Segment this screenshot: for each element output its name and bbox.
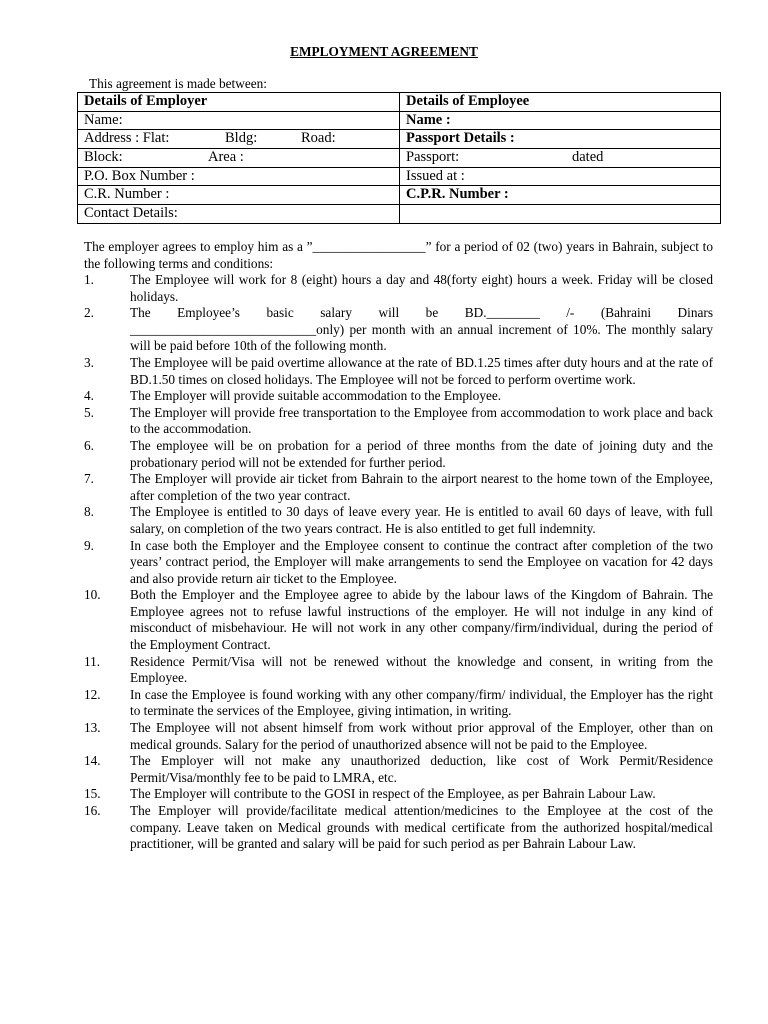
list-item — [84, 355, 713, 388]
document-title: EMPLOYMENT AGREEMENT — [290, 44, 478, 59]
parties-details-table — [77, 92, 721, 224]
passport-label: Passport: — [406, 149, 460, 166]
area-label: Area : — [208, 149, 244, 166]
employee-cpr-number-field: C.P.R. Number : — [400, 186, 721, 205]
list-item — [84, 388, 713, 405]
road-label: Road: — [301, 130, 336, 147]
term-number: 14. — [84, 753, 101, 769]
employer-contact-details-field: Contact Details: — [78, 205, 400, 224]
employee-name-field: Name : — [400, 111, 721, 130]
term-number: 2. — [84, 305, 94, 321]
employer-header: Details of Employer — [78, 93, 400, 112]
list-item — [84, 687, 713, 720]
table-row — [78, 93, 721, 112]
list-item — [84, 504, 713, 537]
term-text: The Employer will provide air ticket from Bahrain to the airport nearest to the home town of the Employee, after completion of the two year contract. — [130, 471, 713, 503]
term-text: The Employee will be paid overtime allowance at the rate of BD.1.25 times after duty hours and at the rate of BD.1.50 times on closed holidays. The Employee will not be forced to perform overtime work. — [130, 354, 713, 387]
term-number: 16. — [84, 803, 101, 818]
list-item — [84, 272, 713, 305]
terms-list — [84, 272, 713, 853]
employer-name-field: Name: — [78, 111, 400, 130]
employee-passport-details-field: Passport Details : — [400, 130, 721, 149]
employer-block-area-field — [78, 149, 400, 168]
term-text: In case both the Employer and the Employee consent to continue the contract after completion of the two years’ contract period, the Employer will make arrangements to send the Employee on vacation for 42 days and also provide return air ticket to the Employee. — [130, 537, 713, 586]
term-text: Residence Permit/Visa will not be renewed without the knowledge and consent, in writing from the Employee. — [130, 653, 713, 686]
address-flat-label: Address : Flat: — [84, 130, 170, 147]
term-text: The Employer will provide/facilitate medical attention/medicines to the Employee at the cost of the company. Leave taken on Medical grounds with medical certificate from the authorized hospital/medical practitioner, will be granted and salary will be paid for such period as per Bahrain Labour Law. — [130, 803, 713, 852]
list-item — [84, 803, 713, 853]
term-number: 3. — [84, 354, 94, 370]
intro-line: This agreement is made between: — [89, 76, 267, 91]
term-text: The Employee will not absent himself from work without prior approval of the Employer, other than on medical grounds. Salary for the period of unauthorized absence will not be paid to the Employee. — [130, 720, 713, 752]
list-item — [84, 587, 713, 653]
list-item — [84, 471, 713, 504]
list-item — [84, 405, 713, 438]
term-number: 5. — [84, 404, 94, 420]
employee-header: Details of Employee — [400, 93, 721, 112]
term-number: 13. — [84, 720, 101, 736]
term-number: 9. — [84, 537, 94, 553]
table-row — [78, 186, 721, 205]
table-row — [78, 111, 721, 130]
table-row — [78, 130, 721, 149]
table-row — [78, 149, 721, 168]
term-text: In case the Employee is found working with any other company/firm/ individual, the Employer has the right to terminate the services of the Employee, giving intimation, in writing. — [130, 686, 713, 719]
term-text: The Employee’s basic salary will be BD.________ /- (Bahraini Dinars ____________________________only) per month with an annual increment of 10%. The monthly salary will be paid before 10th of the following month. — [130, 305, 713, 354]
list-item — [84, 786, 713, 803]
table-row — [78, 205, 721, 224]
employer-address-field — [78, 130, 400, 149]
term-number: 12. — [84, 686, 101, 702]
list-item — [84, 438, 713, 471]
employer-cr-number-field: C.R. Number : — [78, 186, 400, 205]
term-text: The Employer will contribute to the GOSI in respect of the Employee, as per Bahrain Labour Law. — [130, 786, 656, 802]
term-number: 11. — [84, 653, 101, 669]
table-row — [78, 167, 721, 186]
term-number: 4. — [84, 388, 94, 404]
term-text: The Employer will provide suitable accommodation to the Employee. — [130, 388, 502, 404]
employer-po-box-field: P.O. Box Number : — [78, 167, 400, 186]
term-text: The Employee will work for 8 (eight) hours a day and 48(forty eight) hours a week. Friday will be closed holidays. — [130, 272, 713, 304]
employee-issued-at-field: Issued at : — [400, 167, 721, 186]
term-text: The Employee is entitled to 30 days of leave every year. He is entitled to avail 60 days of leave, with full salary, on completion of the two years contract. He is also entitled to get full indemnity. — [130, 504, 713, 536]
term-number: 10. — [84, 587, 101, 603]
bldg-label: Bldg: — [225, 130, 258, 147]
list-item — [84, 538, 713, 588]
term-number: 7. — [84, 471, 94, 487]
term-number: 15. — [84, 786, 101, 802]
list-item — [84, 720, 713, 753]
list-item — [84, 305, 713, 355]
list-item — [84, 753, 713, 786]
term-text: The Employer will not make any unauthorized deduction, like cost of Work Permit/Residence Permit/Visa/monthly fee to be paid to LMRA, etc. — [130, 753, 713, 785]
employee-passport-field — [400, 149, 721, 168]
term-number: 6. — [84, 437, 94, 453]
dated-label: dated — [572, 149, 604, 166]
term-text: Both the Employer and the Employee agree to abide by the labour laws of the Kingdom of Bahrain. The Employee agrees not to refuse lawful instructions of the employer. He will not indulge in any kind of misconduct of misbehaviour. He will not work in any other company/firm/individual, during the period of the Employment Contract. — [130, 587, 713, 653]
list-item — [84, 654, 713, 687]
term-text: The Employer will provide free transportation to the Employee from accommodation to work place and back to the accommodation. — [130, 404, 713, 437]
term-text: The employee will be on probation for a period of three months from the date of joining duty and the probationary period will not be extended for further period. — [130, 437, 713, 470]
block-label: Block: — [84, 149, 123, 166]
opening-paragraph: The employer agrees to employ him as a ”_________________” for a period of 02 (two) years in Bahrain, subject to the following terms and conditions: — [84, 239, 713, 271]
term-number: 1. — [84, 272, 94, 287]
term-number: 8. — [84, 504, 94, 520]
employee-empty-cell — [400, 205, 721, 224]
